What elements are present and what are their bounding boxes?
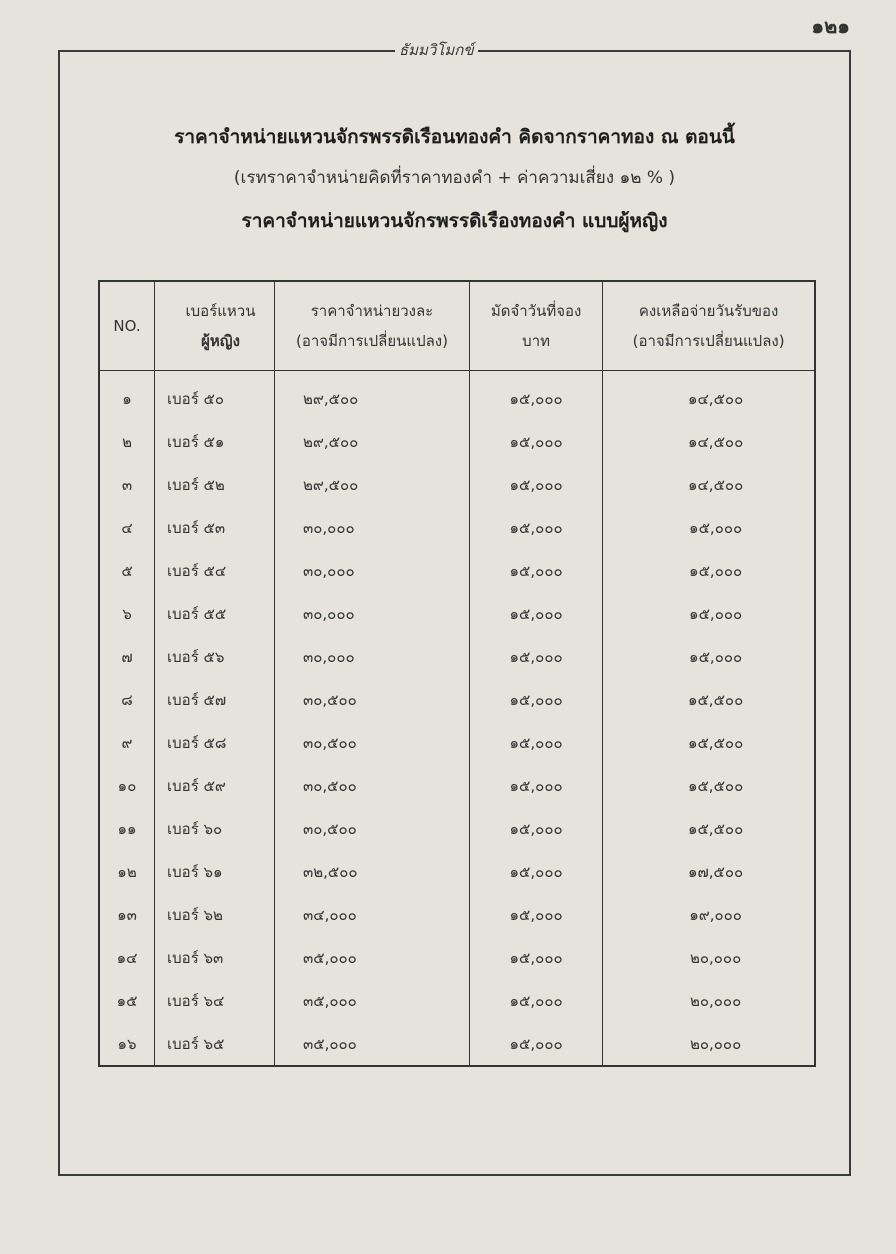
cell-balance: ๒๐,๐๐๐ (603, 979, 815, 1022)
header-deposit (469, 281, 602, 371)
cell-deposit: ๑๕,๐๐๐ (469, 893, 602, 936)
cell-price: ๓๐,๐๐๐ (275, 506, 470, 549)
header-balance (603, 281, 815, 371)
cell-price: ๓๐,๕๐๐ (275, 721, 470, 764)
cell-deposit: ๑๕,๐๐๐ (469, 506, 602, 549)
cell-no: ๒ (99, 420, 155, 463)
cell-no: ๑ (99, 371, 155, 421)
header-deposit-line1: มัดจำวันที่จอง (490, 302, 582, 320)
cell-deposit: ๑๕,๐๐๐ (469, 764, 602, 807)
cell-deposit: ๑๕,๐๐๐ (469, 635, 602, 678)
cell-deposit: ๑๕,๐๐๐ (469, 979, 602, 1022)
table-row (99, 506, 815, 549)
header-no: NO. (99, 281, 155, 371)
cell-price: ๓๐,๐๐๐ (275, 635, 470, 678)
cell-deposit: ๑๕,๐๐๐ (469, 850, 602, 893)
cell-balance: ๑๕,๕๐๐ (603, 807, 815, 850)
cell-size: เบอร์ ๖๐ (155, 807, 275, 850)
cell-price: ๓๐,๐๐๐ (275, 592, 470, 635)
cell-size: เบอร์ ๕๘ (155, 721, 275, 764)
cell-price: ๓๒,๕๐๐ (275, 850, 470, 893)
page-number: ๑๒๑ (811, 14, 850, 38)
content-frame (58, 41, 851, 1176)
cell-no: ๔ (99, 506, 155, 549)
table-row (99, 635, 815, 678)
cell-size: เบอร์ ๕๒ (155, 463, 275, 506)
cell-no: ๖ (99, 592, 155, 635)
cell-price: ๒๙,๕๐๐ (275, 371, 470, 421)
cell-price: ๒๙,๕๐๐ (275, 463, 470, 506)
cell-deposit: ๑๕,๐๐๐ (469, 1022, 602, 1066)
cell-balance: ๑๕,๐๐๐ (603, 635, 815, 678)
header-price (275, 281, 470, 371)
header-price-line1: ราคาจำหน่ายวงละ (310, 302, 434, 320)
table-row (99, 592, 815, 635)
cell-price: ๓๕,๐๐๐ (275, 979, 470, 1022)
cell-no: ๑๑ (99, 807, 155, 850)
cell-balance: ๑๕,๐๐๐ (603, 549, 815, 592)
table-header-row (99, 281, 815, 371)
cell-deposit: ๑๕,๐๐๐ (469, 592, 602, 635)
table-row (99, 1022, 815, 1066)
table-row (99, 936, 815, 979)
cell-size: เบอร์ ๕๙ (155, 764, 275, 807)
cell-price: ๒๙,๕๐๐ (275, 420, 470, 463)
cell-size: เบอร์ ๖๕ (155, 1022, 275, 1066)
cell-balance: ๑๔,๕๐๐ (603, 463, 815, 506)
cell-deposit: ๑๕,๐๐๐ (469, 420, 602, 463)
cell-no: ๕ (99, 549, 155, 592)
cell-no: ๓ (99, 463, 155, 506)
cell-no: ๑๔ (99, 936, 155, 979)
cell-price: ๓๕,๐๐๐ (275, 1022, 470, 1066)
table-row (99, 721, 815, 764)
cell-price: ๓๐,๕๐๐ (275, 678, 470, 721)
header-size (155, 281, 275, 371)
cell-size: เบอร์ ๖๒ (155, 893, 275, 936)
price-table (98, 280, 816, 1067)
cell-balance: ๑๔,๕๐๐ (603, 420, 815, 463)
running-header: ธัมมวิโมกข์ (395, 38, 478, 62)
cell-size: เบอร์ ๕๓ (155, 506, 275, 549)
cell-deposit: ๑๕,๐๐๐ (469, 721, 602, 764)
cell-size: เบอร์ ๕๔ (155, 549, 275, 592)
cell-price: ๓๐,๕๐๐ (275, 764, 470, 807)
cell-balance: ๑๔,๕๐๐ (603, 371, 815, 421)
cell-no: ๙ (99, 721, 155, 764)
cell-balance: ๑๕,๕๐๐ (603, 721, 815, 764)
header-size-line2: ผู้หญิง (201, 332, 240, 350)
table-body (99, 371, 815, 1067)
header-price-line2: (อาจมีการเปลี่ยนแปลง) (296, 332, 448, 350)
cell-size: เบอร์ ๕๑ (155, 420, 275, 463)
table-row (99, 678, 815, 721)
table-row (99, 371, 815, 421)
table-row (99, 893, 815, 936)
cell-deposit: ๑๕,๐๐๐ (469, 371, 602, 421)
title-rate-note: (เรทราคาจำหน่ายคิดที่ราคาทองคำ + ค่าความเสี่ยง ๑๒ % ) (233, 168, 676, 188)
cell-balance: ๑๕,๕๐๐ (603, 764, 815, 807)
cell-deposit: ๑๕,๐๐๐ (469, 678, 602, 721)
cell-size: เบอร์ ๖๔ (155, 979, 275, 1022)
title-main: ราคาจำหน่ายแหวนจักรพรรดิเรือนทองคำ คิดจากราคาทอง ณ ตอนนี้ (174, 126, 735, 148)
title-women: ราคาจำหน่ายแหวนจักรพรรดิเรืองทองคำ แบบผู้หญิง (241, 210, 668, 232)
cell-no: ๘ (99, 678, 155, 721)
table-row (99, 807, 815, 850)
cell-size: เบอร์ ๕๖ (155, 635, 275, 678)
table-row (99, 463, 815, 506)
cell-price: ๓๕,๐๐๐ (275, 936, 470, 979)
header-balance-line1: คงเหลือจ่ายวันรับของ (638, 302, 779, 320)
cell-price: ๓๔,๐๐๐ (275, 893, 470, 936)
cell-balance: ๑๕,๕๐๐ (603, 678, 815, 721)
header-deposit-line2: บาท (522, 332, 551, 350)
cell-balance: ๑๙,๐๐๐ (603, 893, 815, 936)
table-row (99, 764, 815, 807)
cell-price: ๓๐,๐๐๐ (275, 549, 470, 592)
cell-size: เบอร์ ๕๕ (155, 592, 275, 635)
header-size-line1: เบอร์แหวน (185, 302, 256, 320)
cell-no: ๗ (99, 635, 155, 678)
cell-balance: ๑๕,๐๐๐ (603, 592, 815, 635)
cell-balance: ๒๐,๐๐๐ (603, 1022, 815, 1066)
header-balance-line2: (อาจมีการเปลี่ยนแปลง) (632, 332, 785, 350)
cell-size: เบอร์ ๖๑ (155, 850, 275, 893)
cell-size: เบอร์ ๕๐ (155, 371, 275, 421)
cell-no: ๑๕ (99, 979, 155, 1022)
cell-no: ๑๐ (99, 764, 155, 807)
cell-deposit: ๑๕,๐๐๐ (469, 936, 602, 979)
cell-deposit: ๑๕,๐๐๐ (469, 463, 602, 506)
table-row (99, 850, 815, 893)
cell-price: ๓๐,๕๐๐ (275, 807, 470, 850)
cell-no: ๑๓ (99, 893, 155, 936)
cell-deposit: ๑๕,๐๐๐ (469, 807, 602, 850)
cell-no: ๑๒ (99, 850, 155, 893)
cell-no: ๑๖ (99, 1022, 155, 1066)
table-row (99, 420, 815, 463)
cell-deposit: ๑๕,๐๐๐ (469, 549, 602, 592)
table-row (99, 979, 815, 1022)
table-row (99, 549, 815, 592)
cell-size: เบอร์ ๖๓ (155, 936, 275, 979)
cell-balance: ๑๕,๐๐๐ (603, 506, 815, 549)
cell-balance: ๑๗,๕๐๐ (603, 850, 815, 893)
cell-size: เบอร์ ๕๗ (155, 678, 275, 721)
cell-balance: ๒๐,๐๐๐ (603, 936, 815, 979)
